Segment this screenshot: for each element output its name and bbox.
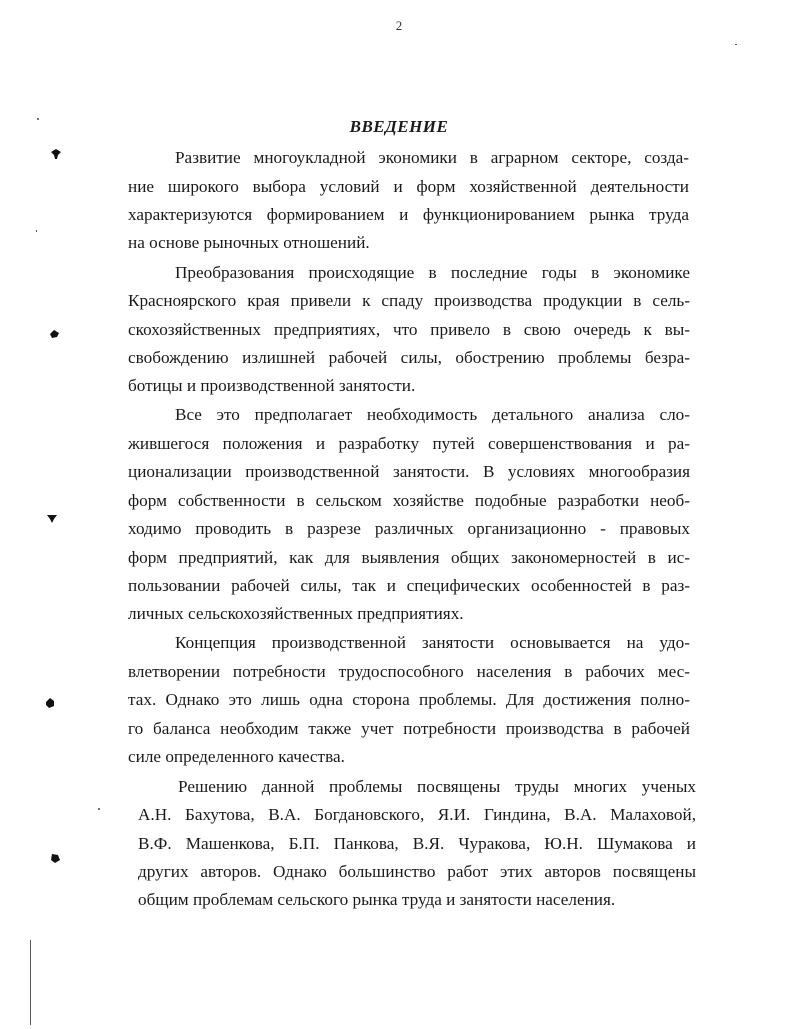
text-line: Красноярского края привели к спаду производства продукции в сель-: [128, 291, 690, 310]
text-line: скохозяйственных предприятиях, что привело в свою очередь к вы-: [128, 320, 690, 339]
scan-speck: [37, 118, 39, 120]
text-line: ходимо проводить в разрезе различных организационно - правовых: [128, 519, 690, 538]
text-line: ботицы и производственной занятости.: [128, 376, 416, 395]
text-line: тах. Однако это лишь одна сторона проблемы. Для достижения полно-: [128, 690, 690, 709]
text-line: форм предприятий, как для выявления общих закономерностей в ис-: [128, 548, 690, 567]
text-line: характеризуются формированием и функционированием рынка труда: [128, 205, 689, 224]
text-line: го баланса необходим также учет потребности производства в рабочей: [128, 719, 690, 738]
text-line: А.Н. Бахутова, В.А. Богдановского, Я.И. Гиндина, В.А. Малаховой,: [138, 805, 696, 824]
text-line: на основе рыночных отношений.: [128, 233, 370, 252]
text-line: Преобразования происходящие в последние годы в экономике: [175, 263, 690, 282]
page-number: 2: [395, 18, 403, 33]
text-line: Решению данной проблемы посвящены труды многих ученых: [178, 777, 696, 796]
scan-speck: [735, 44, 737, 45]
text-line: В.Ф. Машенкова, Б.П. Панкова, В.Я. Чуракова, Ю.Н. Шумакова и: [138, 834, 696, 853]
text-line: Все это предполагает необходимость детального анализа сло-: [175, 405, 690, 424]
text-line: личных сельскохозяйственных предприятиях.: [128, 604, 464, 623]
text-line: влетворении потребности трудоспособного населения в рабочих мес-: [128, 662, 690, 681]
binding-hole-mark-icon: [46, 512, 58, 524]
text-line: силе определенного качества.: [128, 747, 345, 766]
scan-edge-line: [30, 940, 31, 1025]
text-line: ционализации производственной занятости. В условиях многообразия: [128, 462, 690, 481]
binding-hole-mark-icon: [48, 328, 60, 340]
text-line: общим проблемам сельского рынка труда и занятости населения.: [138, 890, 616, 909]
page-title: ВВЕДЕНИЕ: [349, 117, 449, 136]
binding-hole-mark-icon: [44, 697, 56, 709]
text-line: пользовании рабочей силы, так и специфических особенностей в раз-: [128, 576, 690, 595]
text-line: ние широкого выбора условий и форм хозяйственной деятельности: [128, 177, 689, 196]
text-line: Развитие многоукладной экономики в аграрном секторе, созда-: [175, 148, 689, 167]
scan-speck: [98, 808, 100, 810]
text-line: Концепция производственной занятости основывается на удо-: [175, 633, 690, 652]
text-line: жившегося положения и разработку путей совершенствования и ра-: [128, 434, 690, 453]
text-line: форм собственности в сельском хозяйстве подобные разработки необ-: [128, 491, 690, 510]
scan-speck: [36, 230, 37, 232]
text-line: других авторов. Однако большинство работ этих авторов посвящены: [138, 862, 696, 881]
binding-hole-mark-icon: [50, 148, 62, 160]
text-line: свобождению излишней рабочей силы, обострению проблемы безра-: [128, 348, 690, 367]
binding-hole-mark-icon: [49, 852, 61, 864]
